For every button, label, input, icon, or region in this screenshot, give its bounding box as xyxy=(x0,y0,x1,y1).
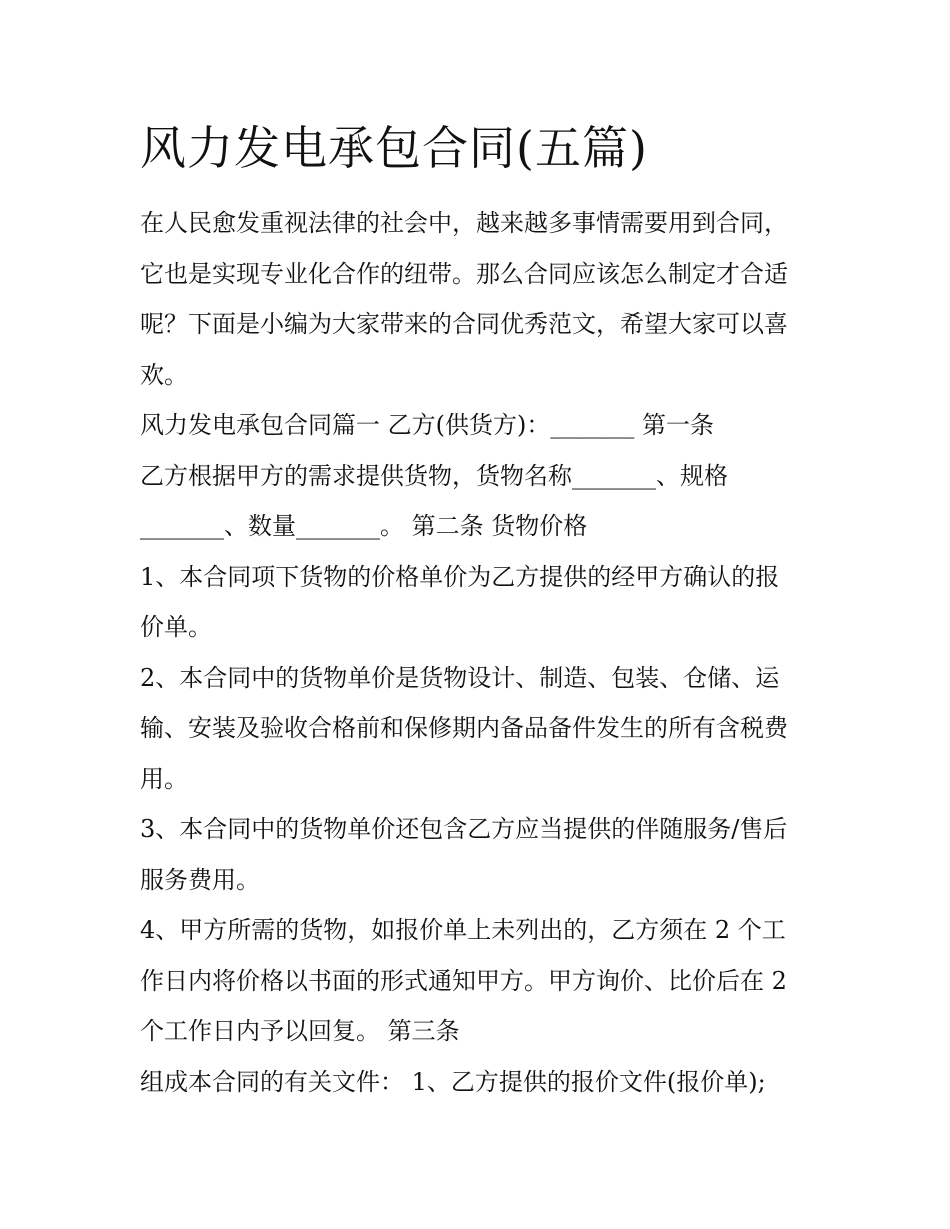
text-line: 个工作日内予以回复。 第三条 xyxy=(140,1017,460,1045)
text-line: 4、甲方所需的货物，如报价单上未列出的，乙方须在 2 个工 xyxy=(140,916,786,944)
document-body xyxy=(140,198,820,1107)
text-line: 服务费用。 xyxy=(140,865,260,894)
text-line: 作日内将价格以书面的形式通知甲方。甲方询价、比价后在 2 xyxy=(140,966,787,995)
text-line: 在人民愈发重视法律的社会中，越来越多事情需要用到合同， xyxy=(140,209,788,237)
text-line: 组成本合同的有关文件： 1、乙方提供的报价文件(报价单); xyxy=(140,1067,766,1096)
text-line: 价单。 xyxy=(140,613,212,641)
text-line: 乙方根据甲方的需求提供货物，货物名称_______、规格 xyxy=(140,461,728,490)
text-line: 它也是实现专业化合作的纽带。那么合同应该怎么制定才合适 xyxy=(140,259,788,288)
text-line: 呢？下面是小编为大家带来的合同优秀范文，希望大家可以喜 xyxy=(140,310,788,338)
text-line: 用。 xyxy=(140,764,188,793)
text-line: 3、本合同中的货物单价还包含乙方应当提供的伴随服务/售后 xyxy=(140,815,788,843)
text-line: 欢。 xyxy=(140,360,188,389)
text-line: 输、安装及验收合格前和保修期内备品备件发生的所有含税费 xyxy=(140,714,788,742)
text-line: 2、本合同中的货物单价是货物设计、制造、包装、仓储、运 xyxy=(140,663,780,692)
text-line: _______、数量_______。 第二条 货物价格 xyxy=(140,512,588,540)
text-line: 风力发电承包合同篇一 乙方(供货方)：_______ 第一条 xyxy=(140,411,714,439)
text-line: 1、本合同项下货物的价格单价为乙方提供的经甲方确认的报 xyxy=(140,562,780,591)
document-title: 风力发电承包合同(五篇) xyxy=(140,121,648,175)
